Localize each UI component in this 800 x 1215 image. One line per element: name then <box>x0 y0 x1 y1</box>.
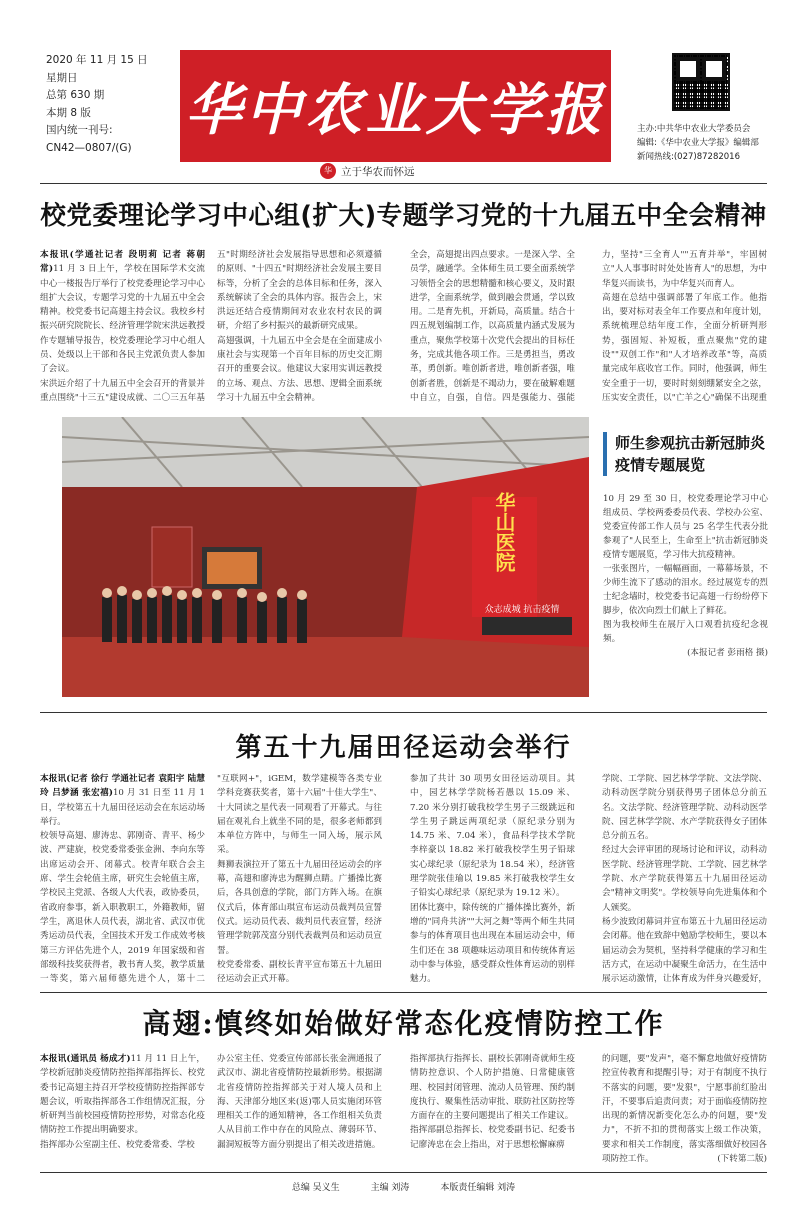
divider <box>40 712 767 713</box>
headline-track-meet: 第五十九届田径运动会举行 <box>235 733 572 763</box>
page-editor: 本版责任编辑 刘涛 <box>440 1183 516 1193</box>
photo-caption-text: 一张张图片，一幅幅画面，一幕幕场景，不少师生流下了感动的泪水。经过展览专的烈士纪念墙时，校党委书记高翅一行纷纷停下脚步，依次向烈士们献上了鲜花。 <box>603 564 768 616</box>
news-hotline: 新闻热线:(027)87282016 <box>637 152 740 162</box>
editorial-office: 编辑:《华中农业大学报》编辑部 <box>637 138 759 148</box>
article2-col4 <box>602 772 767 984</box>
slogan <box>320 163 415 179</box>
article3-col1 <box>40 1052 205 1167</box>
article2-text: 校党委常委、副校长青平宣布第五十九届田径运动会正式开幕。 <box>217 959 382 984</box>
article1-col3 <box>410 248 575 404</box>
divider <box>40 1172 767 1173</box>
article1-col4 <box>602 248 767 404</box>
article2-col3 <box>410 772 575 984</box>
byline-label: 本报讯 <box>40 1054 67 1064</box>
continued-note: (下转第二版) <box>717 1154 767 1165</box>
slogan-text: 立于华农而怀远 <box>341 165 415 178</box>
photo-caption-text: 图为我校师生在展厅入口观看抗疫纪念视频。 <box>603 620 768 644</box>
byline-detail: (记者 徐行 学通社记者 袁阳宇 陆慧玲 吕梦涵 张宏禧) <box>40 774 205 799</box>
issue-weekday: 星期日 <box>46 71 78 84</box>
exhibition-photo-illustration <box>62 417 589 697</box>
article3-col4 <box>602 1052 767 1167</box>
article1-col1 <box>40 248 205 404</box>
photo-banner-text: 华山医院 <box>492 492 516 572</box>
issue-meta <box>46 52 176 157</box>
article1-col2 <box>217 248 382 404</box>
article1-text: 11 月 3 日上午，学校在国际学术交流中心一楼报告厅举行了校党委理论学习中心组扩大会议，专题学习党的十九届五中全会精神。校党委书记高翅主持会议。我校乡村振兴研究院院长、经济管理学院宋洪远教授作专题辅导报告，校党委理论学习中心组人员、处级以上干部和各民主党派负责人参加了会议。 <box>40 264 205 375</box>
masthead <box>180 50 611 162</box>
article2-text: 学院、工学院、园艺林学学院、文法学院、动科动医学院分别获得男子团体总分前五名。文法学院、经济管理学院、动科动医学院、园艺林学学院、水产学院获得女子团体总分前五名。 <box>602 774 767 842</box>
headline-theory-study: 校党委理论学习中心组(扩大)专题学习党的十九届五中全会精神 <box>40 201 767 231</box>
article1-text: 全会，高翅提出四点要求。一是深入学、全员学，融通学。全体师生员工要全面系统学习领悟全会的思想精髓和核心要义，及时跟进学，全面系统学，做到融会贯通，学以致用。二是育先机，开新局，高质量。结合十四五规划编制工作，以高质量内涵式发展为重点，聚焦学校第十次党代会提出的目标任务，完成其他各项工作。三是勇担当，勇改革，勇创新。唯创新者进，唯创新者强，唯创新者胜，创新是不竭动力，要在破解难题中自立，自强，自信。四是强能力、强能 <box>410 250 575 403</box>
article3-text: 11 月 11 日上午，学校新冠肺炎疫情防控指挥部指挥长、校党委书记高翅主持召开学校疫情防控指挥部专题会议，听取指挥部各工作组情况汇报，分析研判当前校园疫情防控形势，对常态化疫情防控工作提出明确要求。 <box>40 1054 205 1136</box>
article2-text: 参加了共计 30 项男女田径运动项目。其中，园艺林学学院杨若愚以 15.09 米、7.20 米分别打破我校学生男子三级跳远和学生男子跳远两项纪录（原纪录分别为 14.75 米、7.04 米），食品科学技术学院李梓豪以 18.82 米打破我校学生男子铅球实心球纪录（原纪录为 18.54 米），经济管理学院张佳瑜以 19.85 米打破我校学生女子铅实心球纪录（原纪录为 19.12 米）。 <box>410 774 575 899</box>
cn-code: CN42—0807/(G) <box>46 141 132 154</box>
article2-text: 团体比赛中，除传统的广播体操比赛外，新增的"同舟共济""大河之舞"等两个师生共同参与的体育项目也出现在本届运动会中，师生们还在 38 项趣味运动项目和传统体育运动中参与体验，感受群众性体育运动的别样魅力。 <box>410 902 575 984</box>
article2-text: 杨少波致闭幕词并宣布第五十九届田径运动会闭幕。他在致辞中勉励学校师生，要以本届运动会为契机，坚持科学健康的学习和生活方式，在运动中凝聚生命活力，在生活中展示运动激情，让体育成为伴身兴趣爱好， <box>602 916 767 984</box>
byline-detail: (学通社记者 段明莉 记者 蒋朝常) <box>40 250 205 275</box>
issue-pages: 本期 8 版 <box>46 106 91 119</box>
article2-text: 经过大会评审团的现场讨论和评议，动科动医学院、经济管理学院、工学院、园艺林学学院、水产学院获得第五十九届田径运动会"精神文明奖"。学校领导向先进集体和个人颁奖。 <box>602 845 767 913</box>
university-seal-icon: 华 <box>320 163 336 179</box>
photo-caption-title: 师生参观抗击新冠肺炎疫情专题展览 <box>603 432 773 476</box>
article2-text: 10 月 31 日至 11 月 1 日，学校第五十九届田径运动会在东运动场举行。 <box>40 788 205 827</box>
byline-label: 本报讯 <box>40 774 67 784</box>
photo-caption-text: 10 月 29 至 30 日，校党委理论学习中心组成员、学校两委委员代表、学校办公室、党委宣传部工作人员与 25 名学生代表分批参观了"人民至上，生命至上"抗击新冠肺炎疫情专题展览，学习伟大抗疫精神。 <box>603 494 768 560</box>
article3-text: 指挥部办公室副主任、校党委常委、学校 <box>40 1139 195 1150</box>
article2-col1 <box>40 772 205 984</box>
article1-text: 五"时期经济社会发展指导思想和必须遵循的原则、"十四五"时期经济社会发展主要目标等，分析了全会的总体目标和任务，深入系统解读了全会的具体内容。报告会上，宋洪远还结合疫情期间对农业农村农民的调研，介绍了乡村振兴的最新研究成果。 <box>217 250 382 332</box>
article1-text: 宋洪远介绍了十九届五中全会召开的背景并重点围绕"十三五"建设成就、二〇三五年基 <box>40 378 205 403</box>
article1-text: 高翅强调，十九届五中全会是在全面建成小康社会与实现第一个百年目标的历史交汇期召开的重要会议。他建议大家用实训远教授的立场、观点、方法、思想、逻辑全面系统学习十九届五中全会精神。 <box>217 335 382 403</box>
sponsor: 主办:中共华中农业大学委员会 <box>637 124 751 134</box>
headline-epidemic-control: 高翅:慎终如始做好常态化疫情防控工作 <box>142 1007 665 1040</box>
article3-text: 指挥部副总指挥长、校党委副书记、纪委书记廖涛忠在会上指出，对于思想松懈麻痹 <box>410 1125 575 1150</box>
chief-editor: 总编 吴义生 <box>291 1183 340 1193</box>
byline-detail: (通讯员 杨成才) <box>66 1054 131 1064</box>
article1-text: 高翅在总结中强调部署了年底工作。他指出，要对标对表全年工作要点和年度计划，系统梳理总结年度工作，全面分析研判形势，强固短、补短板，重点聚焦"党的建设""双创工作"和"人才培养改革"等，高质量完成年底收官工作。同时，他强调，师生安全重于一切，要时时刻刻绷紧安全之弦，压实安全责任，以"亡羊之心"确保不出现重 <box>602 292 767 403</box>
article2-col2 <box>217 772 382 984</box>
issue-date: 2020 年 11 月 15 日 <box>46 54 148 66</box>
masthead-title: 华中农业大学报 <box>185 77 606 143</box>
article3-col2 <box>217 1052 382 1167</box>
photo-screen-text: 众志成城 抗击疫情 <box>484 605 560 615</box>
article2-text: "互联网+"，iGEM，数学建模等各类专业学科竞赛获奖者，第十六届"十佳大学生"、十大同读之星代表一同观看了开幕式。与往届在观礼台上就坐不同的是，很多老师都到本单位方阵中，与师生一同入场，展示风采。 <box>217 774 382 856</box>
issue-total: 总第 630 期 <box>46 89 105 101</box>
article1-text: 力，坚持"三全育人""五育并举"，牢固树立"人人事事时时处处皆育人"的思想，为中华复兴而读书，为中华复兴而育人。 <box>602 250 767 289</box>
article3-col3 <box>410 1052 575 1167</box>
divider <box>40 992 767 993</box>
article2-text: 舞狮表演拉开了第五十九届田径运动会的序幕，高翅和廖涛忠为醒狮点睛。广播操比赛后，各具创意的学院，部门方阵入场。在旗仪式后，体育部山琪宣布运动员裁判员宣誓仪式。运动员代表、裁判员代表宣誓，经济管理学院郭茂富分别代表裁判员和运动员宣誓。 <box>217 859 382 956</box>
photo-credit: (本报记者 彭雨格 摄) <box>687 648 768 658</box>
publisher-info <box>637 122 797 164</box>
article3-text: 办公室主任、党委宣传部部长张金洲通报了武汉市、湖北省疫情防控最新形势。根据湖北省疫情防控指挥部关于对人境人员和上海、天津部分地区来(返)鄂人员实施闭环管理相关工作的通知精神，各工作组相关负责人从目前工作中存在的风险点、薄弱环节、漏洞短板等方面分别提出了相关改进措施。 <box>217 1054 382 1150</box>
article3-text: 指挥部执行指挥长、副校长郭刚奇就师生疫情防控意识、个人防护措施、日常健康管理、校园封闭管理、流动人员管理、预约制度执行、聚集性活动审批、联防社区防控等方面存在的主要问题提出了相关工作建议。 <box>410 1054 575 1122</box>
article3-text: 的问题，要"发声"，毫不懈怠地做好疫情防控宣传教育和提醒引导；对于有制度不执行不落实的问题，要"发狠"，宁愿事前红脸出汗，不要事后追责问责；对于面临疫情防控出现的新情况新变化怎么办的问题，要"发力"，不折不扣的贯彻落实上级工作决策，要求和相关工作制度，落实落细做好校园各项防控工作。 <box>602 1054 767 1165</box>
qr-code-icon <box>672 53 730 111</box>
divider <box>40 183 767 184</box>
photo-caption <box>603 492 768 660</box>
article2-text: 校领导高翅、廖涛忠、郭刚奇、青平、杨少波、严建旋，校党委常委张金洲、李向东等出席运动会开、闭幕式。校青年联合会主席、学生会轮值主席，研究生会轮值主席，学校民主党派、各级人大代表，政协委员，省政府参事，新入职教职工，外籍教师，留学生，离退休人员代表，湖北省、武汉市优秀运动员代表，全国技术开发工作成效考核第三方评估先进个人，2019 年国家级和省部级科技奖获得者，教书育人奖，教学质量一等奖，第六届师德先进个人，第十二 <box>40 831 205 984</box>
footer-credits <box>40 1180 767 1193</box>
byline-label: 本报讯 <box>40 250 70 260</box>
domestic-code-label: 国内统一刊号: <box>46 124 113 136</box>
exhibition-photo <box>62 417 589 697</box>
editor: 主编 刘涛 <box>370 1183 410 1193</box>
